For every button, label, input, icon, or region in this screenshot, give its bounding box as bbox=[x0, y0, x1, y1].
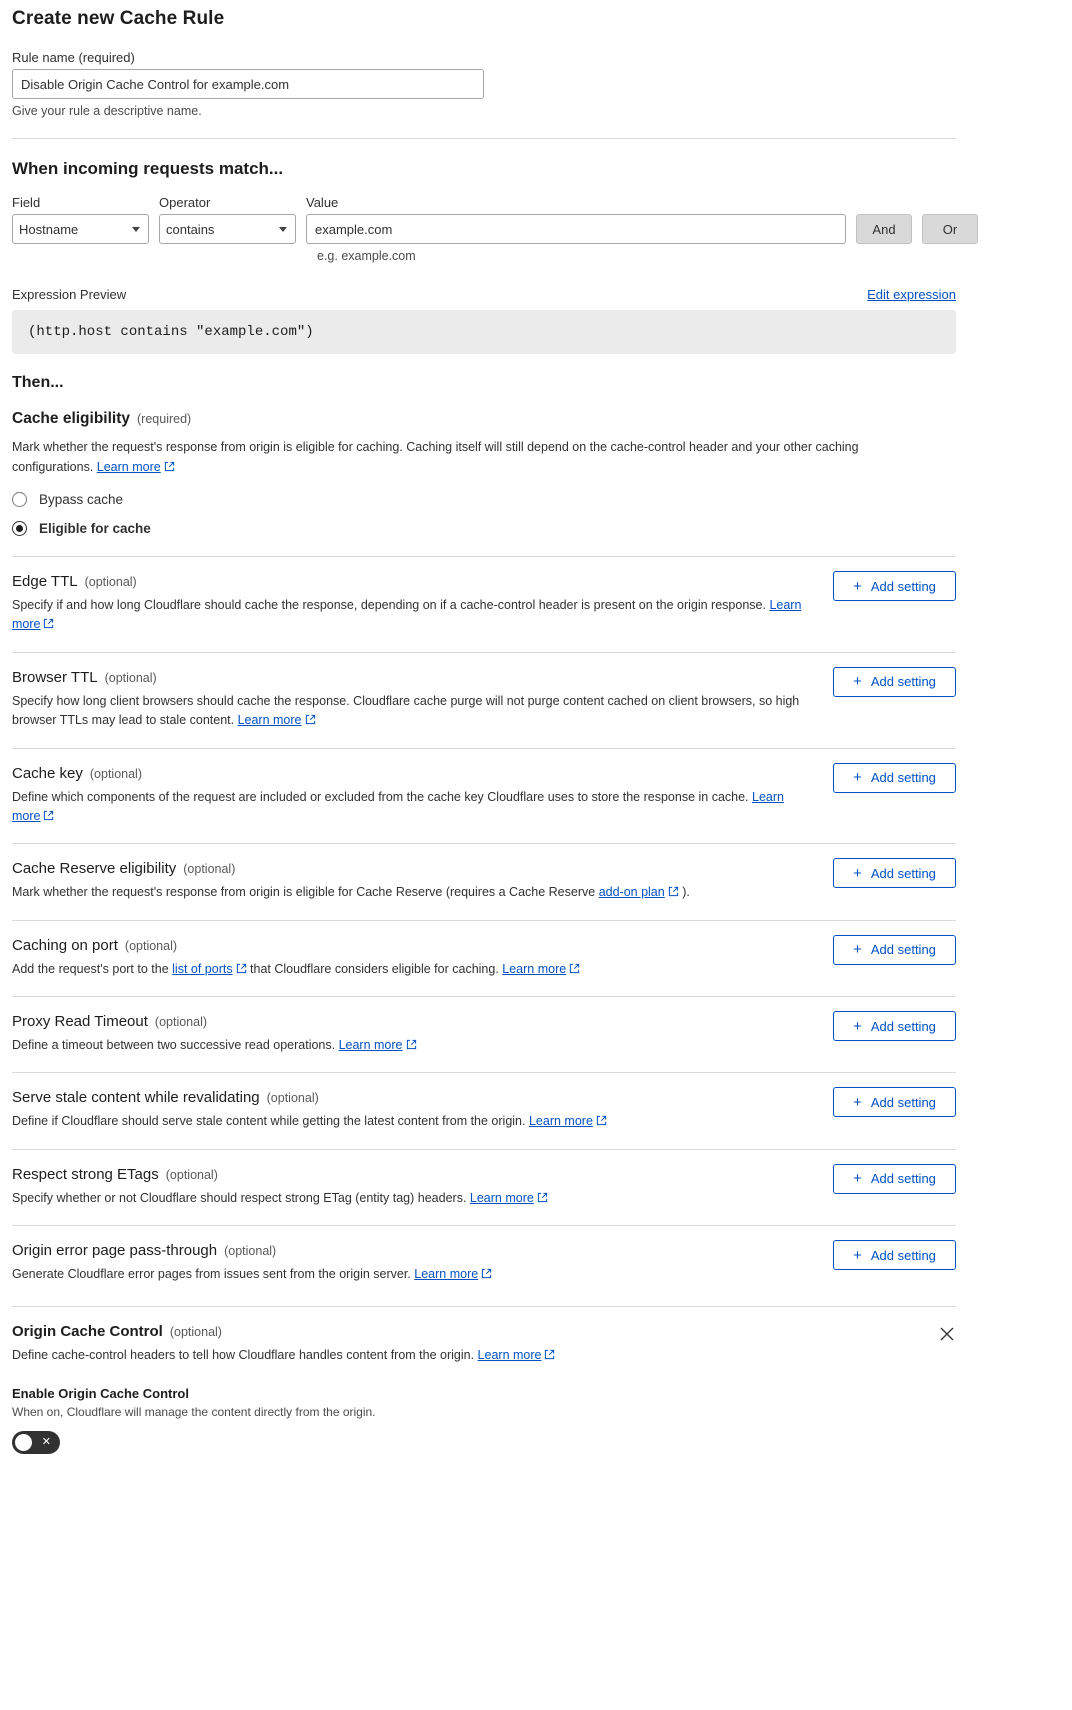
setting-origin-cache-control bbox=[12, 1306, 956, 1454]
setting-optional: (optional) bbox=[266, 1091, 319, 1106]
setting-edge-ttl bbox=[12, 556, 956, 652]
setting-description-text: Define which components of the request are included or excluded from the cache key Cloudflare uses to store the response in cache. bbox=[12, 789, 753, 804]
add-setting-button[interactable] bbox=[833, 763, 956, 793]
match-row bbox=[12, 195, 1014, 244]
operator-group bbox=[159, 195, 296, 244]
plus-icon: + bbox=[853, 1017, 862, 1035]
operator-label: Operator bbox=[159, 195, 211, 210]
setting-proxy-read-timeout bbox=[12, 996, 956, 1072]
expression-preview-code: (http.host contains "example.com") bbox=[12, 310, 956, 354]
plus-icon: + bbox=[853, 1093, 862, 1111]
setting-description-text: Define a timeout between two successive read operations. bbox=[12, 1038, 339, 1052]
value-input[interactable] bbox=[306, 214, 846, 244]
rule-name-hint: Give your rule a descriptive name. bbox=[12, 104, 202, 118]
setting-optional: (optional) bbox=[165, 1167, 218, 1182]
plus-icon: + bbox=[853, 941, 862, 959]
radio-bypass-cache-icon[interactable] bbox=[12, 492, 27, 507]
add-setting-label: Add setting bbox=[870, 674, 936, 690]
cache-eligibility-section bbox=[12, 408, 956, 536]
setting-optional: (optional) bbox=[84, 575, 137, 589]
setting-description-text: Specify how long client browsers should cache the response. Cloudflare cache purge will not purge content cached on client browsers, so high browser TTLs may lead to stale content. bbox=[12, 693, 800, 728]
add-on-plan-link[interactable]: add-on plan bbox=[598, 885, 665, 900]
plus-icon: + bbox=[853, 769, 862, 786]
external-link-icon bbox=[596, 1113, 607, 1132]
external-link-icon bbox=[236, 961, 247, 980]
rule-name-input[interactable] bbox=[12, 69, 484, 99]
plus-icon: + bbox=[853, 577, 862, 595]
cache-eligibility-title: Cache eligibility bbox=[12, 410, 131, 427]
learn-more-link[interactable]: Learn more bbox=[237, 713, 302, 728]
learn-more-link[interactable]: Learn more bbox=[477, 1347, 542, 1362]
enable-origin-cache-control-description: When on, Cloudflare will manage the content directly from the origin. bbox=[12, 1404, 376, 1419]
add-setting-button[interactable] bbox=[833, 935, 956, 965]
setting-description-mid: that Cloudflare considers eligible for caching. bbox=[246, 961, 503, 976]
setting-respect-strong-etags bbox=[12, 1149, 956, 1225]
setting-caching-on-port bbox=[12, 920, 956, 996]
toggle-off-icon: ✕ bbox=[41, 1435, 51, 1448]
setting-description bbox=[12, 960, 802, 980]
setting-origin-error-page-pass-through bbox=[12, 1225, 956, 1301]
page-title: Create new Cache Rule bbox=[12, 8, 225, 29]
list-of-ports-link[interactable]: list of ports bbox=[172, 961, 233, 976]
setting-description bbox=[12, 1189, 802, 1209]
setting-optional: (optional) bbox=[154, 1015, 208, 1029]
learn-more-link[interactable]: Learn more bbox=[414, 1267, 479, 1282]
or-button[interactable]: Or bbox=[922, 214, 978, 244]
setting-description-text: Specify if and how long Cloudflare should cache the response, depending on if a cache-control header is present on the origin response. bbox=[12, 598, 770, 612]
setting-name: Cache key bbox=[12, 764, 83, 782]
setting-description-text: Generate Cloudflare error pages from issues sent from the origin server. bbox=[12, 1267, 415, 1282]
add-setting-button[interactable] bbox=[833, 858, 956, 888]
add-setting-label: Add setting bbox=[870, 942, 936, 958]
setting-optional: (optional) bbox=[104, 670, 157, 685]
radio-bypass-cache-label: Bypass cache bbox=[39, 492, 124, 507]
setting-optional: (optional) bbox=[183, 862, 236, 877]
setting-description-text: Define if Cloudflare should serve stale content while getting the latest content from the origin. bbox=[12, 1114, 529, 1129]
learn-more-link[interactable]: Learn more bbox=[528, 1114, 593, 1129]
cache-eligibility-description-text: Mark whether the request's response from origin is eligible for caching. Caching itself will still depend on the cache-control header and your other caching configurations. bbox=[12, 440, 859, 474]
external-link-icon bbox=[305, 712, 316, 731]
plus-icon: + bbox=[853, 864, 862, 882]
setting-description bbox=[12, 692, 802, 732]
value-group bbox=[306, 195, 846, 244]
plus-icon: + bbox=[853, 1246, 862, 1264]
external-link-icon bbox=[544, 1347, 555, 1366]
close-icon[interactable] bbox=[938, 1325, 956, 1343]
cache-eligibility-description bbox=[12, 437, 942, 478]
then-heading: Then... bbox=[12, 374, 64, 391]
value-hint: e.g. example.com bbox=[317, 249, 416, 263]
setting-description bbox=[12, 788, 802, 828]
create-cache-rule-page bbox=[0, 8, 1072, 1478]
setting-cache-reserve-eligibility bbox=[12, 843, 956, 919]
setting-cache-key bbox=[12, 748, 956, 844]
add-setting-label: Add setting bbox=[870, 1171, 936, 1187]
learn-more-link[interactable]: Learn more bbox=[502, 961, 567, 976]
setting-serve-stale-content bbox=[12, 1072, 956, 1148]
match-section-heading: When incoming requests match... bbox=[12, 159, 284, 178]
setting-name: Origin Cache Control bbox=[12, 1322, 163, 1340]
expression-preview-label: Expression Preview bbox=[12, 287, 127, 302]
setting-description-tail: ). bbox=[678, 885, 690, 900]
add-setting-button[interactable] bbox=[833, 1087, 956, 1117]
setting-description-text: Add the request's port to the bbox=[12, 961, 173, 976]
learn-more-link[interactable]: Learn more bbox=[12, 598, 802, 632]
learn-more-link[interactable]: Learn more bbox=[469, 1190, 534, 1205]
setting-optional: (optional) bbox=[124, 938, 178, 953]
add-setting-button[interactable] bbox=[833, 1240, 956, 1270]
setting-name: Respect strong ETags bbox=[12, 1165, 159, 1183]
field-label: Field bbox=[12, 195, 41, 210]
learn-more-link[interactable]: Learn more bbox=[338, 1038, 403, 1052]
setting-optional: (optional) bbox=[89, 766, 142, 781]
add-setting-button[interactable] bbox=[833, 1164, 956, 1194]
external-link-icon bbox=[43, 808, 54, 827]
edit-expression-link[interactable]: Edit expression bbox=[867, 287, 956, 302]
rule-name-group bbox=[12, 50, 1014, 118]
radio-option-eligible-for-cache[interactable] bbox=[12, 521, 956, 536]
add-setting-button[interactable] bbox=[833, 571, 956, 601]
rule-name-label: Rule name (required) bbox=[12, 50, 135, 65]
expression-header bbox=[12, 287, 956, 302]
setting-name: Origin error page pass-through bbox=[12, 1242, 218, 1260]
learn-more-link[interactable]: Learn more bbox=[12, 789, 784, 823]
external-link-icon bbox=[537, 1190, 548, 1209]
add-setting-label: Add setting bbox=[870, 1018, 936, 1034]
add-setting-button[interactable] bbox=[833, 667, 956, 697]
setting-description bbox=[12, 1265, 802, 1285]
cache-eligibility-required: (required) bbox=[137, 412, 192, 426]
field-select[interactable] bbox=[12, 214, 149, 244]
setting-description-text: Specify whether or not Cloudflare should respect strong ETag (entity tag) headers. bbox=[12, 1190, 470, 1205]
setting-name: Browser TTL bbox=[12, 668, 98, 686]
add-setting-label: Add setting bbox=[870, 1094, 936, 1110]
setting-browser-ttl bbox=[12, 652, 956, 748]
setting-description bbox=[12, 1112, 802, 1132]
setting-description-text: Mark whether the request's response from origin is eligible for Cache Reserve (requires a Cache Reserve bbox=[12, 885, 599, 900]
external-link-icon bbox=[406, 1037, 417, 1056]
setting-name: Caching on port bbox=[12, 936, 118, 954]
and-button[interactable]: And bbox=[856, 214, 912, 244]
toggle-knob bbox=[15, 1434, 32, 1451]
radio-eligible-for-cache-icon[interactable] bbox=[12, 521, 27, 536]
setting-description bbox=[12, 883, 802, 903]
setting-optional: (optional) bbox=[224, 1244, 277, 1259]
setting-description-text: Define cache-control headers to tell how Cloudflare handles content from the origin. bbox=[12, 1347, 478, 1362]
external-link-icon bbox=[164, 458, 175, 478]
plus-icon: + bbox=[853, 1170, 862, 1188]
enable-origin-cache-control-toggle[interactable] bbox=[12, 1431, 60, 1454]
add-setting-label: Add setting bbox=[870, 770, 936, 785]
learn-more-link[interactable]: Learn more bbox=[96, 460, 161, 474]
setting-description bbox=[12, 1346, 802, 1366]
value-label: Value bbox=[306, 195, 339, 210]
setting-name: Serve stale content while revalidating bbox=[12, 1089, 260, 1107]
operator-select[interactable] bbox=[159, 214, 296, 244]
external-link-icon bbox=[43, 616, 54, 635]
setting-optional: (optional) bbox=[169, 1324, 222, 1339]
external-link-icon bbox=[668, 884, 679, 903]
add-setting-label: Add setting bbox=[870, 578, 936, 594]
external-link-icon bbox=[481, 1266, 492, 1285]
radio-option-bypass-cache[interactable] bbox=[12, 492, 956, 507]
setting-name: Proxy Read Timeout bbox=[12, 1013, 148, 1030]
plus-icon: + bbox=[853, 673, 862, 691]
setting-name: Edge TTL bbox=[12, 573, 78, 590]
radio-eligible-for-cache-label: Eligible for cache bbox=[39, 521, 151, 536]
add-setting-button[interactable] bbox=[833, 1011, 956, 1041]
setting-description bbox=[12, 1036, 802, 1056]
add-setting-label: Add setting bbox=[870, 865, 936, 881]
field-group bbox=[12, 195, 149, 244]
enable-origin-cache-control-label: Enable Origin Cache Control bbox=[12, 1385, 189, 1401]
add-setting-label: Add setting bbox=[870, 1247, 936, 1263]
external-link-icon bbox=[569, 961, 580, 980]
setting-name: Cache Reserve eligibility bbox=[12, 860, 177, 878]
setting-description bbox=[12, 596, 802, 636]
